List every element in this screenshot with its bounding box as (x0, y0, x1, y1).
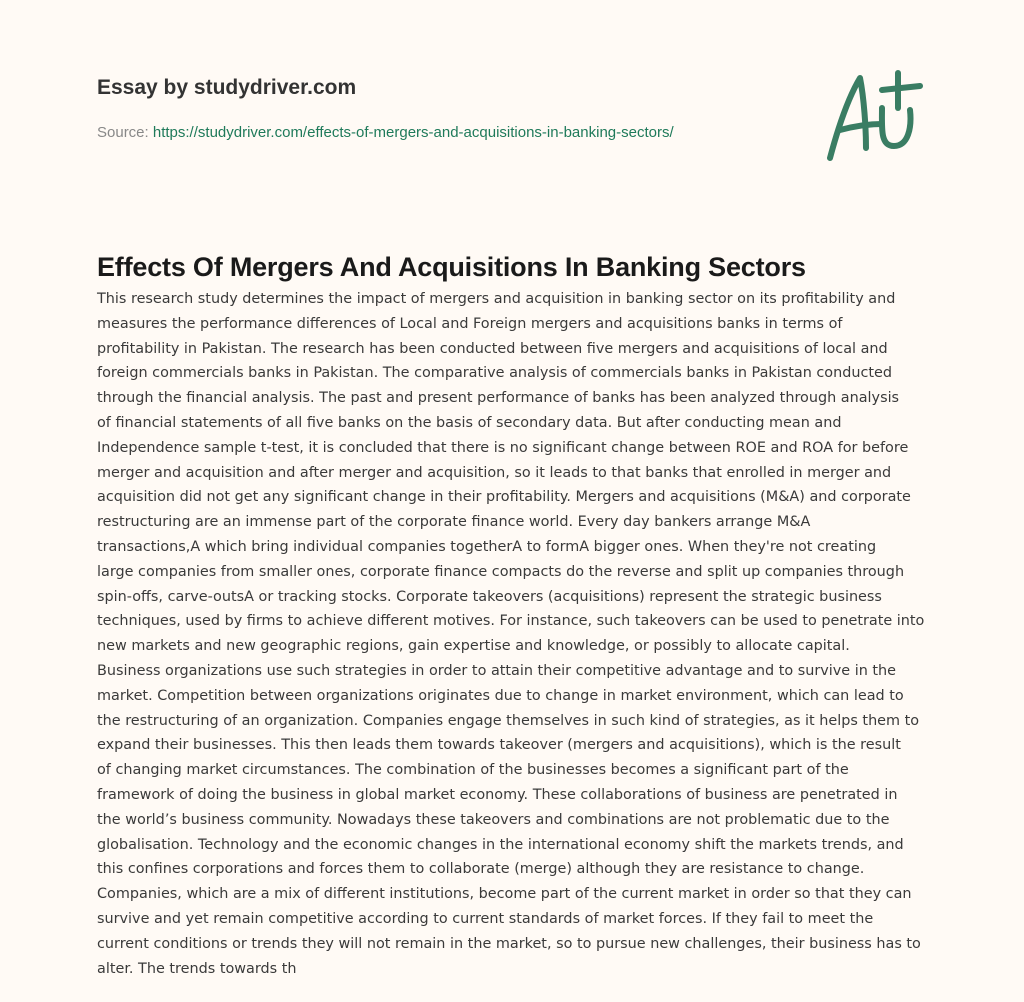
essay-text-line: spin-offs, carve-outsA or tracking stocks. Corporate takeovers (acquisitions) represent the strategic business (97, 588, 882, 605)
essay-text-line: techniques, used by firms to achieve different motives. For instance, such takeovers can be used to penetrate into (97, 613, 925, 630)
source-label: Source: (97, 124, 153, 141)
essay-text-line: expand their businesses. This then leads them towards takeover (mergers and acquisitions), which is the result (97, 737, 901, 754)
essay-text-line: market. Competition between organizations originates due to change in market environment, which can lead to (97, 687, 904, 704)
site-brand: Essay by studydriver.com (97, 76, 357, 99)
essay-text-line: through the financial analysis. The past and present performance of banks has been analyzed through analysis (97, 390, 900, 407)
essay-text-line: alter. The trends towards th (97, 960, 297, 977)
essay-text-line: survive and yet remain competitive according to current standards of market forces. If they fail to meet the (97, 910, 874, 927)
essay-text-line: the restructuring of an organization. Companies engage themselves in such kind of strategies, as it helps them to (97, 712, 920, 729)
essay-text-line: Independence sample t-test, it is concluded that there is no significant change between ROE and ROA for before (97, 439, 909, 456)
essay-text-line: new markets and new geographic regions, gain expertise and knowledge, or possibly to allocate capital. (97, 638, 850, 655)
essay-text-line: of changing market circumstances. The combination of the businesses becomes a significant part of the (97, 762, 849, 779)
essay-text-line: Companies, which are a mix of different institutions, become part of the current market in order so that they can (97, 886, 912, 903)
essay-text-line: profitability in Pakistan. The research has been conducted between five mergers and acquisitions of local and (97, 340, 888, 357)
essay-title: Effects Of Mergers And Acquisitions In Banking Sectors (97, 252, 806, 282)
essay-text-line: transactions,A which bring individual companies togetherA to formA bigger ones. When they're not creating (97, 538, 877, 555)
essay-text-line: merger and acquisition and after merger and acquisition, so it leads to that banks that enrolled in merger and (97, 464, 892, 481)
essay-text-line: globalisation. Technology and the economic changes in the international economy shift the markets trends, and (97, 836, 904, 853)
essay-text-line: measures the performance differences of Local and Foreign mergers and acquisitions banks in terms of (97, 315, 843, 332)
essay-text-line: restructuring are an immense part of the corporate finance world. Every day bankers arrange M&A (97, 514, 811, 531)
essay-text-line: of financial statements of all five banks on the basis of secondary data. But after conducting mean and (97, 414, 842, 431)
source-line (97, 124, 674, 141)
essay-text-line: this confines corporations and forces them to collaborate (merge) although they are resistance to change. (97, 861, 865, 878)
essay-text-line: large companies from smaller ones, corporate finance compacts do the reverse and split up companies through (97, 563, 905, 580)
essay-text-line: current conditions or trends they will not remain in the market, so to pursue new challenges, their business has to (97, 935, 921, 952)
essay-text-line: foreign commercials banks in Pakistan. The comparative analysis of commercials banks in Pakistan conducted (97, 365, 893, 382)
essay-text-line: framework of doing the business in global market economy. These collaborations of business are penetrated in (97, 786, 898, 803)
essay-body (97, 287, 924, 981)
source-link[interactable]: https://studydriver.com/effects-of-mergers-and-acquisitions-in-banking-sectors/ (152, 124, 674, 141)
essay-text-line: Business organizations use such strategies in order to attain their competitive advantage and to survive in the (97, 662, 897, 679)
essay-text-line: the world’s business community. Nowadays these takeovers and combinations are not problematic due to the (97, 811, 890, 828)
a-plus-logo-icon (820, 68, 930, 168)
essay-text-line: This research study determines the impact of mergers and acquisition in banking sector on its profitability and (97, 291, 896, 307)
essay-text-line: acquisition did not get any significant change in their profitability. Mergers and acquisitions (M&A) and corporate (97, 489, 911, 506)
